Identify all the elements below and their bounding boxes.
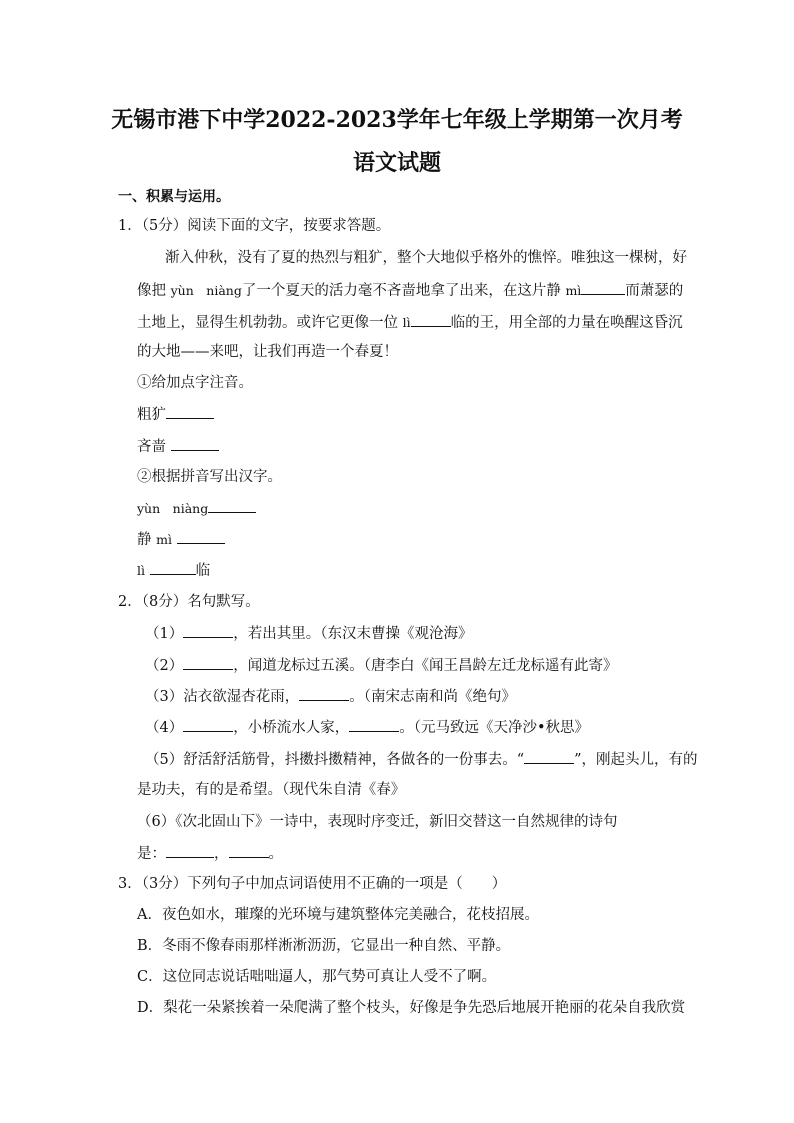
- item-text: 。（南宋志南和尚《绝句》: [349, 689, 516, 705]
- item-text: ，闻道龙标过五溪。（唐李白《闻王昌龄左迁龙标遥有此寄》: [233, 658, 618, 674]
- answer-blank[interactable]: [171, 436, 219, 451]
- q3-option-d[interactable]: D．梨花一朵紧挨着一朵爬满了整个枝头，好像是争先恐后地展开艳丽的花朵自我欣赏: [137, 1000, 686, 1016]
- q3-option-c[interactable]: C．这位同志说话咄咄逼人，那气势可真让人受不了啊。: [137, 969, 497, 985]
- q3-option-a[interactable]: A．夜色如水，璀璨的光环境与建筑整体完美融合，花枝招展。: [137, 907, 539, 923]
- q1-sub-2b: [137, 529, 225, 550]
- item-number: （4）: [145, 720, 184, 736]
- answer-blank[interactable]: [524, 749, 574, 764]
- exam-title: 无锡市港下中学2022-2023学年七年级上学期第一次月考: [111, 107, 683, 133]
- pinyin-li: lì: [402, 315, 411, 330]
- pinyin-yunniang: yùn niàng: [137, 501, 209, 516]
- q1-passage-line-4: 的大地——来吧，让我们再造一个春夏！: [137, 344, 398, 360]
- q3-option-b[interactable]: B．冬雨不像春雨那样淅淅沥沥，它显出一种自然、平静。: [137, 938, 511, 954]
- answer-blank[interactable]: [183, 717, 233, 732]
- pinyin-mi: mì: [565, 283, 582, 298]
- item-text: ，若出其里。（东汉末曹操《观沧海》: [233, 626, 473, 642]
- q2-item-4: [145, 717, 589, 738]
- question-3-stem: 3．（3分）下列句子中加点词语使用不正确的一项是（ ）: [118, 876, 507, 892]
- q2-item-5-cont: 是功夫，有的是希望。（现代朱自清《春》: [137, 782, 406, 798]
- question-1-stem: 1．（5分）阅读下面的文字，按要求答题。: [118, 218, 391, 234]
- q1-passage-text: 像把: [137, 283, 171, 299]
- q2-item-5: [145, 749, 698, 770]
- q1-sub-label: 静: [137, 532, 157, 548]
- answer-blank[interactable]: [166, 404, 214, 419]
- item-number: （1）: [145, 626, 184, 642]
- answer-blank[interactable]: [166, 843, 214, 858]
- q2-item-6-cont: [137, 843, 283, 864]
- answer-blank[interactable]: [299, 686, 349, 701]
- q1-passage-line-1: 渐入仲秋，没有了夏的热烈与粗犷，整个大地似乎格外的憔悴。唯独这一棵树，好: [165, 250, 687, 266]
- item-number: （2）: [145, 658, 184, 674]
- item-text: 是：: [137, 846, 166, 862]
- section-heading: 一、积累与运用。: [118, 189, 230, 205]
- q2-item-2: [145, 655, 617, 676]
- pinyin-li: lì: [137, 563, 145, 578]
- q1-sub-2a: [137, 498, 256, 519]
- answer-blank[interactable]: [150, 560, 196, 575]
- q2-item-3: [145, 686, 516, 707]
- q1-passage-text: 而萧瑟的: [625, 283, 684, 299]
- item-text: ，: [214, 846, 229, 862]
- answer-blank[interactable]: [183, 623, 233, 638]
- item-text: ”，刚起头儿，有的: [574, 752, 698, 768]
- item-text: ，小桥流水人家，: [233, 720, 350, 736]
- answer-blank[interactable]: [208, 498, 256, 513]
- q1-sub-1: ①给加点字注音。: [137, 375, 253, 391]
- q1-passage-line-3: [137, 312, 683, 333]
- item-text: 。（元马致远《天净沙•秋思》: [399, 720, 590, 736]
- q1-sub-label: 粗犷: [137, 407, 166, 423]
- q1-sub-2c: [137, 560, 210, 581]
- answer-blank[interactable]: [177, 529, 225, 544]
- q1-sub-label: 吝啬: [137, 439, 171, 455]
- answer-blank[interactable]: [183, 655, 233, 670]
- q2-item-6: （6）《次北固山下》一诗中，表现时序变迁，新旧交替这一自然规律的诗句: [137, 814, 618, 830]
- item-text: （5）舒活舒活筋骨，抖擞抖擞精神，各做各的一份事去。“: [145, 752, 525, 768]
- item-text: （3）沾衣欲湿杏花雨，: [145, 689, 300, 705]
- q1-passage-text: 土地上，显得生机勃勃。或许它更像一位: [137, 315, 403, 331]
- q1-passage-text: 了一个夏天的活力毫不吝啬地拿了出来，在这片静: [241, 283, 566, 299]
- answer-blank[interactable]: [229, 843, 269, 858]
- answer-blank[interactable]: [349, 717, 399, 732]
- pinyin-mi: mì: [156, 532, 172, 547]
- exam-subtitle: 语文试题: [352, 150, 441, 176]
- q1-sub-label: 临: [195, 563, 211, 579]
- q1-passage-text: 临的王，用全部的力量在唤醒这昏沉: [450, 315, 683, 331]
- q1-sub-1b: [137, 436, 219, 457]
- q1-passage-line-2: [137, 280, 683, 301]
- pinyin-yunniang: yùn niàng: [170, 283, 242, 298]
- question-2-stem: 2．（8分）名句默写。: [118, 594, 260, 610]
- q2-item-1: [145, 623, 472, 644]
- answer-blank[interactable]: [411, 312, 451, 327]
- q1-sub-2: ②根据拼音写出汉字。: [137, 469, 282, 485]
- q1-sub-1a: [137, 404, 214, 425]
- item-text: 。: [268, 846, 283, 862]
- answer-blank[interactable]: [581, 280, 625, 295]
